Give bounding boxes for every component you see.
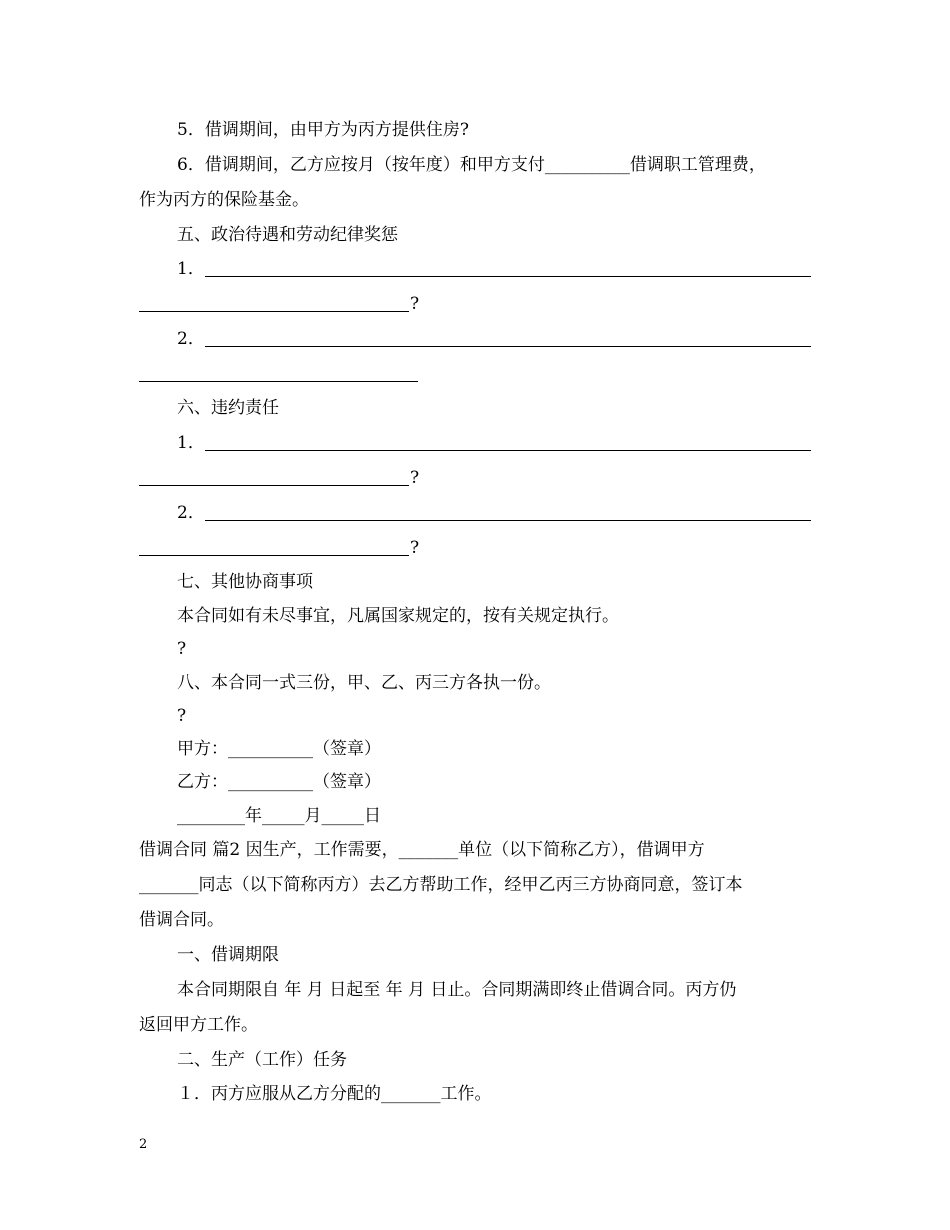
question-mark: ? xyxy=(177,706,187,726)
clause-6-cont: 作为丙方的保险基金。 xyxy=(139,190,309,210)
section-6-heading: 六、违约责任 xyxy=(177,398,279,418)
sec7-text: 本合同如有未尽事宜，凡属国家规定的，按有关规定执行。 xyxy=(177,606,619,626)
term-text: 本合同期限自 年 月 日起至 年 月 日止。合同期满即终止借调合同。丙方仍 xyxy=(177,980,737,1000)
clause-6: 6．借调期间，乙方应按月（按年度）和甲方支付__________借调职工管理费， xyxy=(177,155,766,175)
blank-line xyxy=(139,485,409,486)
page-number: 2 xyxy=(139,1137,148,1152)
blank-line xyxy=(205,276,811,277)
party-b-signature: 乙方：__________（签章） xyxy=(177,772,381,792)
question-mark: ? xyxy=(410,294,420,314)
task-item-1: １．丙方应服从乙方分配的_______工作。 xyxy=(177,1084,492,1104)
contract-2-intro-cont: _______同志（以下简称丙方）去乙方帮助工作，经甲乙丙三方协商同意，签订本 xyxy=(139,875,743,895)
task-heading: 二、生产（工作）任务 xyxy=(177,1050,347,1070)
sec6-item-2: 2． xyxy=(177,503,205,523)
section-8-heading: 八、本合同一式三份，甲、乙、丙三方各执一份。 xyxy=(177,673,551,693)
sec5-item-1: 1． xyxy=(177,259,205,279)
section-7-heading: 七、其他协商事项 xyxy=(177,572,313,592)
blank-line xyxy=(205,520,811,521)
question-mark: ? xyxy=(410,538,420,558)
clause-5: 5．借调期间，由甲方为丙方提供住房? xyxy=(177,120,469,140)
term-heading: 一、借调期限 xyxy=(177,945,279,965)
section-5-heading: 五、政治待遇和劳动纪律奖惩 xyxy=(177,225,398,245)
blank-line xyxy=(139,555,409,556)
date-line: ________年_____月_____日 xyxy=(177,806,381,826)
contract-2-intro-end: 借调合同。 xyxy=(139,910,224,930)
party-a-signature: 甲方：__________（签章） xyxy=(177,739,381,759)
question-mark: ? xyxy=(410,468,420,488)
blank-line xyxy=(139,381,418,382)
blank-line xyxy=(139,311,409,312)
blank-line xyxy=(205,450,811,451)
question-mark: ? xyxy=(177,639,187,659)
blank-line xyxy=(205,346,811,347)
term-text-cont: 返回甲方工作。 xyxy=(139,1015,258,1035)
sec5-item-2: 2． xyxy=(177,329,205,349)
contract-2-intro: 借调合同 篇2 因生产，工作需要，_______单位（以下简称乙方），借调甲方 xyxy=(139,840,705,860)
sec6-item-1: 1． xyxy=(177,433,205,453)
